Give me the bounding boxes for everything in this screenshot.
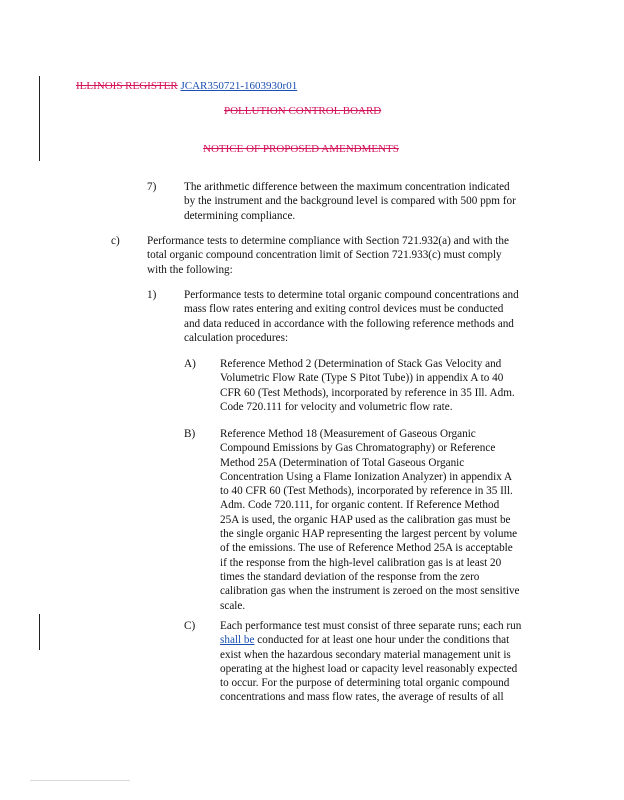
text-line: to occur. For the purpose of determining total organic compound xyxy=(220,677,510,690)
footer-rule xyxy=(30,780,130,781)
item-a-text xyxy=(220,357,515,414)
text-line: and data reduced in accordance with the following reference methods and xyxy=(184,317,514,330)
text-line: Adm. Code 720.111, for organic content. If Reference Method xyxy=(220,499,500,512)
text-line: mass flow rates entering and exiting control devices must be conducted xyxy=(184,303,504,316)
item-a-number: A) xyxy=(184,358,196,370)
text-line: Reference Method 18 (Measurement of Gaseous Organic xyxy=(220,428,476,440)
item-7-number: 7) xyxy=(147,181,157,193)
item-b-text xyxy=(220,427,520,613)
text-line: Compound Emissions by Gas Chromatography) or Reference xyxy=(220,442,496,455)
text-line: if the response from the high-level calibration gas is at least 20 xyxy=(220,556,502,569)
text-line: CFR 60 (Test Methods), incorporated by reference in 35 Ill. Adm. xyxy=(220,386,515,399)
board-title: POLLUTION CONTROL BOARD xyxy=(224,105,382,117)
text-line: calculation procedures: xyxy=(184,331,289,344)
text-line: by the instrument and the background level is compared with 500 ppm for xyxy=(184,195,516,208)
text-line: Concentration Using a Flame Ionization Analyzer) in appendix A xyxy=(220,470,513,483)
item-1-text xyxy=(184,288,519,345)
register-inserted-text: JCAR350721-1603930r01 xyxy=(180,80,298,92)
text-line: Volumetric Flow Rate (Type S Pitot Tube)) in appendix A to 40 xyxy=(220,372,504,385)
text-line: to 40 CFR 60 (Test Methods), incorporated by reference in 35 Ill. xyxy=(220,485,513,498)
text-line: 25A is used, the organic HAP used as the calibration gas must be xyxy=(220,513,511,526)
text-line: Method 25A (Determination of Total Gaseous Organic xyxy=(220,456,465,469)
text-line: Performance tests to determine compliance with Section 721.932(a) and with the xyxy=(147,235,509,247)
item-c-text xyxy=(147,234,509,277)
text-line: exist when the hazardous secondary material management unit is xyxy=(220,648,511,661)
inserted-shall-be: shall be xyxy=(220,634,255,647)
text-line: calibration gas when the instrument is zeroed on the most sensitive xyxy=(220,585,520,598)
register-header xyxy=(76,79,297,93)
notice-title: NOTICE OF PROPOSED AMENDMENTS xyxy=(203,143,399,155)
text-fragment: conducted for at least one hour under the conditions that xyxy=(254,634,510,647)
item-b-number: B) xyxy=(184,428,196,440)
text-line: determining compliance. xyxy=(184,209,296,222)
text-line: operating at the highest load or capacity level reasonably expected xyxy=(220,662,518,675)
item-cc-number: C) xyxy=(184,620,196,632)
item-c-number: c) xyxy=(111,235,120,247)
item-7-text xyxy=(184,180,516,223)
text-line: with the following: xyxy=(147,263,233,276)
text-line xyxy=(220,633,521,647)
text-line: Reference Method 2 (Determination of Stack Gas Velocity and xyxy=(220,358,502,370)
text-line: Each performance test must consist of three separate runs; each run xyxy=(220,620,522,632)
text-line: concentrations and mass flow rates, the average of results of all xyxy=(220,691,504,704)
text-line: Code 720.111 for velocity and volumetric flow rate. xyxy=(220,400,453,413)
item-cc-text xyxy=(220,619,521,705)
text-line: times the standard deviation of the response from the zero xyxy=(220,570,480,583)
register-deleted-text: ILLINOIS REGISTER xyxy=(76,80,178,92)
item-1-number: 1) xyxy=(147,289,157,301)
text-line: scale. xyxy=(220,599,246,612)
change-bar-bottom xyxy=(39,614,40,650)
text-line: the single organic HAP representing the largest percent by volume xyxy=(220,528,518,541)
text-line: Performance tests to determine total organic compound concentrations and xyxy=(184,289,519,301)
change-bar-top xyxy=(39,76,40,161)
text-line: total organic compound concentration limit of Section 721.933(c) must comply xyxy=(147,249,502,262)
text-line: The arithmetic difference between the maximum concentration indicated xyxy=(184,181,510,193)
text-line: of the emissions. The use of Reference Method 25A is acceptable xyxy=(220,542,513,555)
